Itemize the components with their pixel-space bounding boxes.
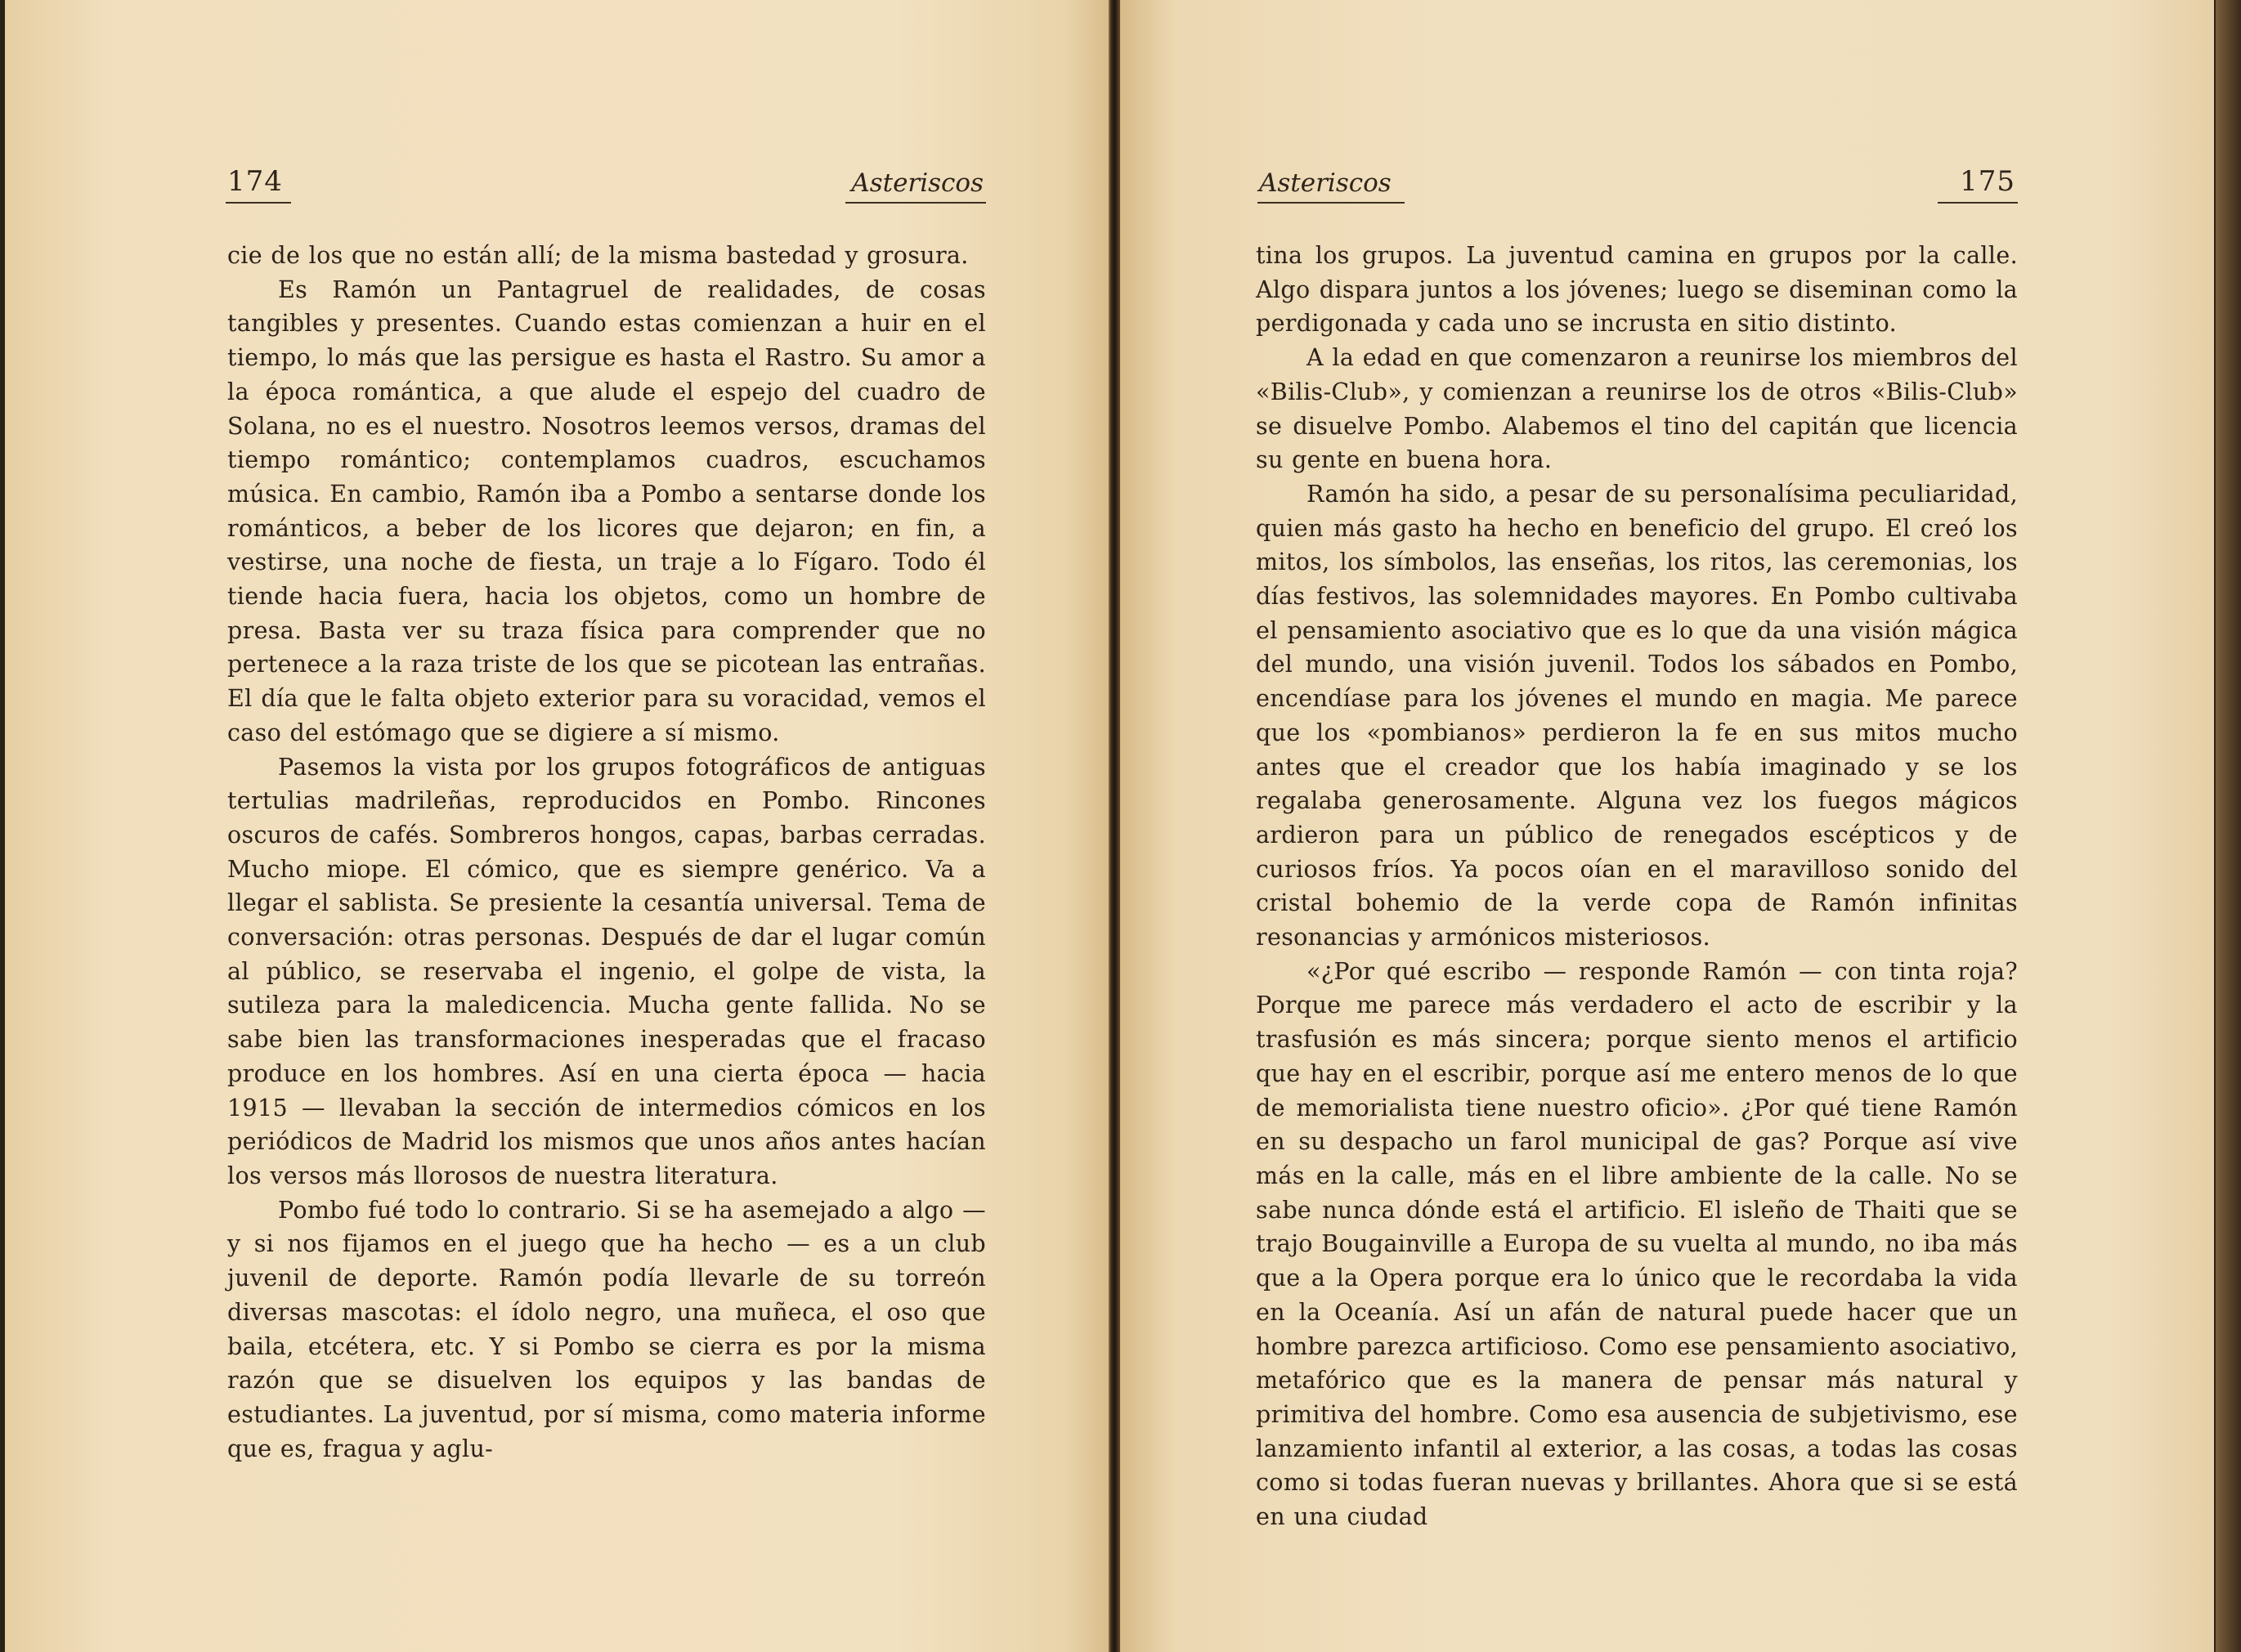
- paragraph: tina los grupos. La juventud camina en grupos por la calle. Algo dispara juntos a los jóvenes; luego se diseminan como la perdigonada y cada uno se incrusta en sitio distinto.: [1256, 242, 2018, 338]
- paragraph: A la edad en que comenzaron a reunirse los miembros del «Bilis-Club», y comienzan a reunirse los de otros «Bilis-Club» se disuelve Pombo. Alabemos el tino del capitán que licencia su gente en buena hora.: [1256, 344, 2018, 474]
- paragraph: Pombo fué todo lo contrario. Si se ha asemejado a algo — y si nos fijamos en el juego que ha hecho — es a un club juvenil de deporte. Ramón podía llevarle de su torreón diversas mascotas: el ídolo negro, una muñeca, el oso que baila, etcétera, etc. Y si Pombo se cierra es por la misma razón que se disuelven los equipos y las bandas de estudiantes. La juventud, por sí misma, como materia informe que es, fragua y aglu-: [227, 1196, 986, 1462]
- running-head: Asteriscos: [851, 168, 984, 198]
- page-edge: [2216, 0, 2241, 1652]
- right-page-header: [1259, 163, 2015, 204]
- header-rule: [1938, 202, 2018, 204]
- header-rule: [226, 202, 291, 204]
- paragraph: Ramón ha sido, a pesar de su personalísima peculiaridad, quien más gasto ha hecho en beneficio del grupo. El creó los mitos, los símbolos, las enseñas, los ritos, las ceremonias, los días festivos, las solemnidades mayores. En Pombo cultivaba el pensamiento asociativo que es lo que da una visión mágica del mundo, una visión juvenil. Todos los sábados en Pombo, encendíase para los jóvenes el mundo en magia. Me parece que los «pombianos» perdieron la fe en sus mitos mucho antes que el creador que los había imaginado y se los regalaba generosamente. Alguna vez los fuegos mágicos ardieron para un público de renegados escépticos y de curiosos fríos. Ya pocos oían en el maravilloso sonido del cristal bohemio de la verde copa de Ramón infinitas resonancias y armónicos misteriosos.: [1256, 480, 2018, 951]
- paragraph: Es Ramón un Pantagruel de realidades, de cosas tangibles y presentes. Cuando estas comienzan a huir en el tiempo, lo más que las persigue es hasta el Rastro. Su amor a la época romántica, a que alude el espejo del cuadro de Solana, no es el nuestro. Nosotros leemos versos, dramas del tiempo romántico; contemplamos cuadros, escuchamos música. En cambio, Ramón iba a Pombo a sentarse donde los románticos, a beber de los licores que dejaron; en fin, a vestirse, una noche de fiesta, un traje a lo Fígaro. Todo él tiende hacia fuera, hacia los objetos, como un hombre de presa. Basta ver su traza física para comprender que no pertenece a la raza triste de los que se picotean las entrañas. El día que le falta objeto exterior para su voracidad, vemos el caso del estómago que se digiere a sí mismo.: [227, 275, 986, 746]
- page-number: 174: [227, 165, 283, 198]
- right-page: [1118, 0, 2214, 1652]
- left-page-header: [227, 163, 984, 204]
- header-rule: [845, 202, 986, 204]
- page-number: 175: [1960, 165, 2015, 198]
- running-head: Asteriscos: [1259, 168, 1392, 198]
- paragraph: cie de los que no están allí; de la misma bastedad y grosura.: [227, 242, 969, 269]
- right-page-body: [1256, 239, 2018, 1534]
- paragraph: «¿Por qué escribo — responde Ramón — con tinta roja? Porque me parece más verdadero el acto de escribir y la trasfusión es más sincera; porque siento menos el artificio que hay en el escribir, porque así me entero menos de lo que de memorialista tiene nuestro oficio». ¿Por qué tiene Ramón en su despacho un farol municipal de gas? Porque así vive más en la calle, más en el libre ambiente de la calle. No se sabe nunca dónde está el artificio. El isleño de Thaiti que se trajo Bougainville a Europa de su vuelta al mundo, no iba más que a la Opera porque era lo único que le recordaba la vida en la Oceanía. Así un afán de natural puede hacer que un hombre parezca artificioso. Como ese pensamiento asociativo, metafórico que es la manera de pensar más natural y primitiva del hombre. Como esa ausencia de subjetivismo, ese lanzamiento infantil al exterior, a las cosas, a todas las cosas como si todas fueran nuevas y brillantes. Ahora que si se está en una ciudad: [1256, 957, 2018, 1531]
- header-rule: [1257, 202, 1405, 204]
- book-spine: [1110, 0, 1118, 1652]
- paragraph: Pasemos la vista por los grupos fotográficos de antiguas tertulias madrileñas, reproducidos en Pombo. Rincones oscuros de cafés. Sombreros hongos, capas, barbas cerradas. Mucho miope. El cómico, que es siempre genérico. Va a llegar el sablista. Se presiente la cesantía universal. Tema de conversación: otras personas. Después de dar el lugar común al público, se reservaba el ingenio, el golpe de vista, la sutileza para la maledicencia. Mucha gente fallida. No se sabe bien las transformaciones inesperadas que el fracaso produce en los hombres. Así en una cierta época — hacia 1915 — llevaban la sección de intermedios cómicos en los periódicos de Madrid los mismos que unos años antes hacían los versos más llorosos de nuestra literatura.: [227, 753, 986, 1189]
- left-page: [5, 0, 1110, 1652]
- left-page-body: [227, 239, 986, 1466]
